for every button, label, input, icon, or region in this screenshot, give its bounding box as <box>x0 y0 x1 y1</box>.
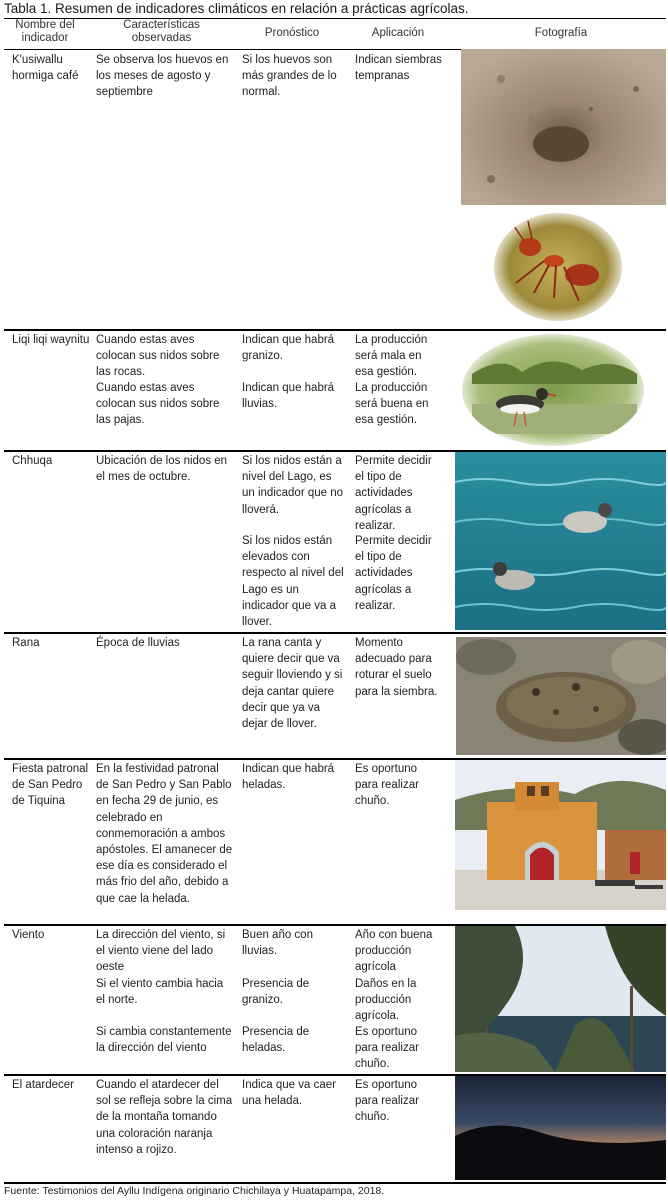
row3-pronostico-2: Si los nidos están elevados con respecto al nivel del Lago es un indicador que va a llover. <box>242 535 344 629</box>
row4-aplicacion-1: Momento adecuado para roturar el suelo para la siembra. <box>355 637 438 698</box>
row2-pronostico-2: Indican que habrá lluvias. <box>242 382 335 411</box>
row3-nombre: Chhuqa <box>12 455 53 467</box>
row3-aplicacion-1: Permite decidir el tipo de actividades agrícolas a realizar. <box>355 455 432 532</box>
row6-caracteristica-1: La dirección del viento, si el viento viene del lado oeste <box>96 929 226 974</box>
row7-aplicacion-1: Es oportuno para realizar chuño. <box>355 1079 419 1124</box>
row4-pronostico-1: La rana canta y quiere decir que va seguir lloviendo y si deja cantar quiere decir que ya va dejar de llover. <box>242 637 343 731</box>
row2-caracteristica-2: Cuando estas aves colocan sus nidos sobre las pajas. <box>96 382 220 427</box>
row7-nombre: El atardecer <box>12 1079 75 1091</box>
row1-nombre: K'usiwallu hormiga café <box>12 54 79 83</box>
sunset-hills-photo <box>455 1076 666 1180</box>
row6-caracteristica-2: Si el viento cambia hacia el norte. <box>96 978 224 1007</box>
row1-aplicacion-1: Indican siembras tempranas <box>355 54 442 83</box>
church-photo <box>455 760 666 910</box>
row6-pronostico-2: Presencia de granizo. <box>242 978 310 1007</box>
row5-caracteristica-1: En la festividad patronal de San Pedro y San Pablo en fecha 29 de junio, es celebrado en conmemoración a ambos apóstoles. El amanecer de ese día es considerado el más frio del año, debido a que cae la helada. <box>96 763 233 905</box>
row6-nombre: Viento <box>12 929 45 941</box>
row1-caracteristica-1: Se observa los huevos en los meses de agosto y septiembre <box>96 54 229 99</box>
row-rule-3 <box>4 632 666 634</box>
header-caracteristicas: Características observadas <box>123 19 200 44</box>
row2-nombre: Liqi liqi waynitu <box>12 334 90 346</box>
row4-caracteristica-1: Época de lluvias <box>96 637 180 649</box>
row5-pronostico-1: Indican que habrá heladas. <box>242 763 335 792</box>
row6-caracteristica-3: Si cambia constantemente la dirección del viento <box>96 1026 232 1055</box>
row4-nombre: Rana <box>12 637 40 649</box>
row5-aplicacion-1: Es oportuno para realizar chuño. <box>355 763 419 808</box>
header-aplicacion: Aplicación <box>371 27 425 39</box>
table-bottom-rule <box>4 1182 666 1184</box>
header-nombre: Nombre del indicador <box>15 19 75 44</box>
row3-pronostico-1: Si los nidos están a nivel del Lago, es un indicador que no lloverá. <box>242 455 344 516</box>
row1-pronostico-1: Si los huevos son más grandes de lo normal. <box>242 54 337 99</box>
row7-pronostico-1: Indica que va caer una helada. <box>242 1079 336 1108</box>
row2-caracteristica-1: Cuando estas aves colocan sus nidos sobre las rocas. <box>96 334 220 379</box>
header-pronostico: Pronóstico <box>264 27 320 39</box>
row6-aplicacion-1: Año con buena producción agrícola <box>355 929 433 974</box>
row3-caracteristica-1: Ubicación de los nidos en el mes de octubre. <box>96 455 228 484</box>
lake-trees-photo <box>455 926 666 1072</box>
toad-photo <box>456 637 666 755</box>
row2-pronostico-1: Indican que habrá granizo. <box>242 334 335 363</box>
table-caption: Tabla 1. Resumen de indicadores climáticos en relación a prácticas agrícolas. <box>4 1 469 16</box>
lapwing-bird-photo <box>462 334 644 446</box>
header-fotografia: Fotografía <box>534 27 588 39</box>
row6-pronostico-3: Presencia de heladas. <box>242 1026 310 1055</box>
coot-ducks-lake-photo <box>455 452 666 630</box>
row2-aplicacion-2: La producción será buena en esa gestión. <box>355 382 429 427</box>
row3-aplicacion-2: Permite decidir el tipo de actividades agrícolas a realizar. <box>355 535 432 612</box>
red-ant-photo <box>494 213 622 321</box>
ant-nest-photo <box>461 49 666 205</box>
row-rule-1 <box>4 329 666 331</box>
row6-aplicacion-2: Daños en la producción agrícola. <box>355 978 417 1023</box>
row5-nombre: Fiesta patronal de San Pedro de Tiquina <box>12 763 89 808</box>
row2-aplicacion-1: La producción será mala en esa gestión. <box>355 334 428 379</box>
table-source-note: Fuente: Testimonios del Ayllu Indígena originario Chichilaya y Huatapampa, 2018. <box>4 1185 385 1197</box>
row6-pronostico-1: Buen año con lluvias. <box>242 929 313 958</box>
row7-caracteristica-1: Cuando el atardecer del sol se refleja sobre la cima de la montaña tomando una coloración naranja intenso a rojizo. <box>96 1079 233 1156</box>
row6-aplicacion-3: Es oportuno para realizar chuño. <box>355 1026 419 1071</box>
